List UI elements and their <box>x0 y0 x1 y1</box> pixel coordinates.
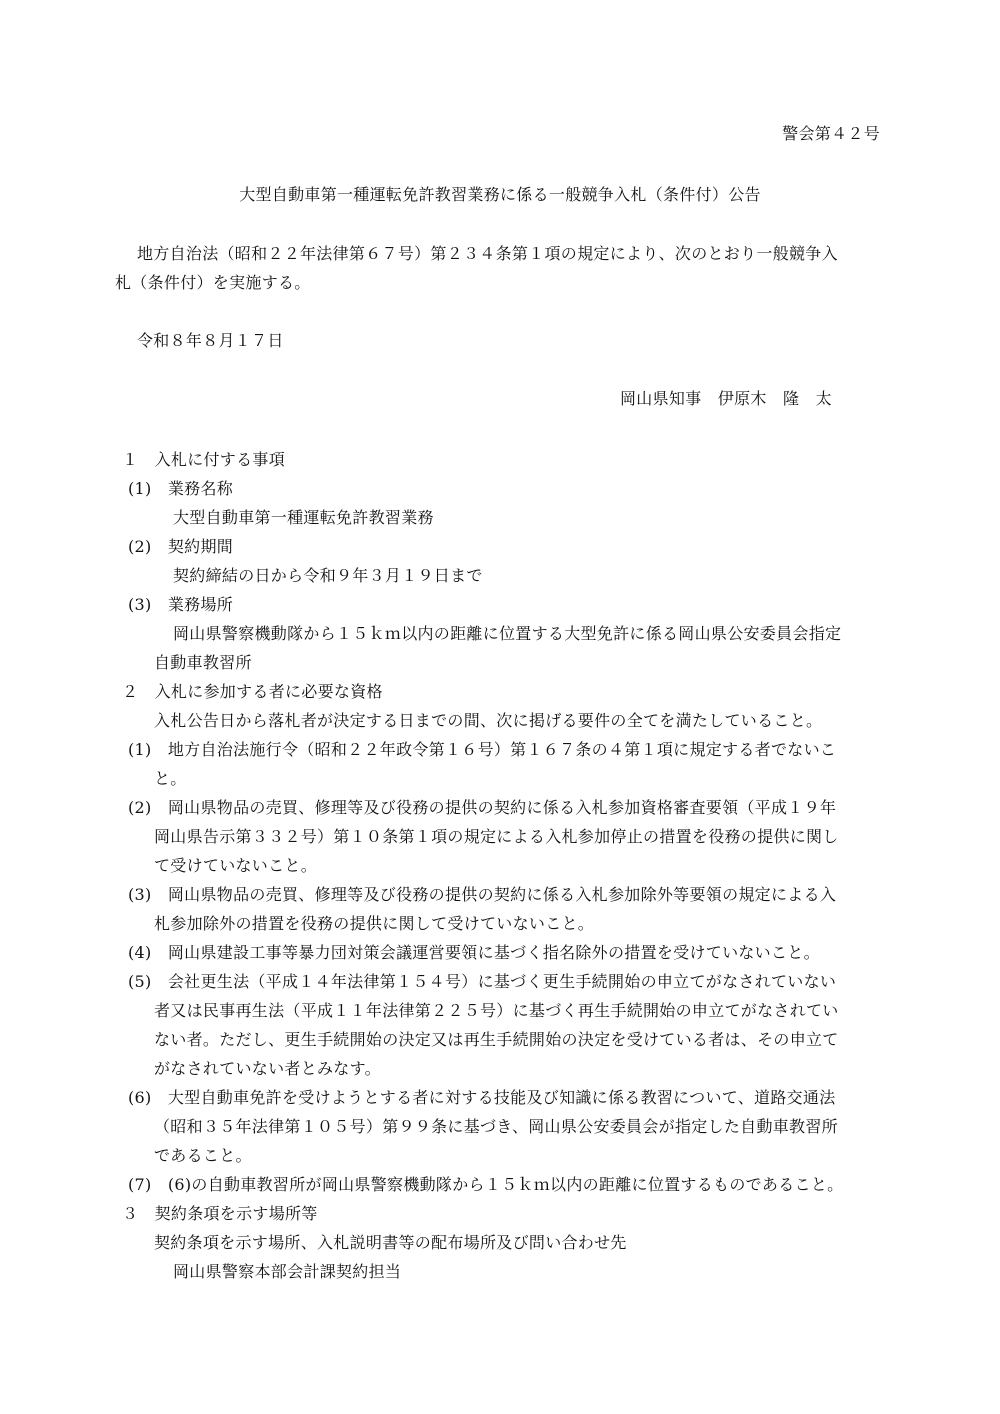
section-2-item-2-line-2: 岡山県告示第３３２号）第１０条第１項の規定による入札参加停止の措置を役務の提供に関し <box>154 827 839 846</box>
section-1-item-2-label: (2) 契約期間 <box>128 537 234 556</box>
section-1-item-1-text: 大型自動車第一種運転免許教習業務 <box>173 508 434 527</box>
section-3-line-1: 契約条項を示す場所、入札説明書等の配布場所及び問い合わせ先 <box>154 1233 627 1252</box>
section-2-item-6-line-3: であること。 <box>154 1146 252 1165</box>
section-3-line-2: 岡山県警察本部会計課契約担当 <box>173 1262 402 1281</box>
section-2-item-5-line-4: がなされていない者とみなす。 <box>154 1059 381 1078</box>
notice-date: 令和８年８月１７日 <box>137 331 284 350</box>
section-1-item-3-line-2: 自動車教習所 <box>154 653 252 672</box>
section-2-intro: 入札公告日から落札者が決定する日までの間、次に掲げる要件の全てを満たしていること。 <box>154 711 823 730</box>
section-2-heading: ２ 入札に参加する者に必要な資格 <box>122 682 383 701</box>
section-2-item-6-line-2: （昭和３５年法律第１０５号）第９９条に基づき、岡山県公安委員会が指定した自動車教習所 <box>154 1117 838 1136</box>
section-2-item-5-line-3: ない者。ただし、更生手続開始の決定又は再生手続開始の決定を受けている者は、その申立て <box>154 1030 839 1049</box>
intro-line-1: 地方自治法（昭和２２年法律第６７号）第２３４条第１項の規定により、次のとおり一般競争入 <box>137 244 838 263</box>
section-3-heading: ３ 契約条項を示す場所等 <box>122 1204 318 1223</box>
section-1-item-2-text: 契約締結の日から令和９年３月１９日まで <box>173 566 483 585</box>
section-1-item-1-label: (1) 業務名称 <box>128 479 234 498</box>
section-2-item-3-line-2: 札参加除外の措置を役務の提供に関して受けていないこと。 <box>154 914 595 933</box>
signature: 岡山県知事 伊原木 隆 太 <box>620 389 832 408</box>
section-1-item-3-line-1: 岡山県警察機動隊から１５ｋｍ以内の距離に位置する大型免許に係る岡山県公安委員会指定 <box>173 624 842 643</box>
section-2-item-2-line-3: て受けていないこと。 <box>154 856 318 875</box>
section-2-item-5-line-1: (5) 会社更生法（平成１４年法律第１５４号）に基づく更生手続開始の申立てがなされていない <box>128 972 837 991</box>
section-1-heading: １ 入札に付する事項 <box>122 450 286 469</box>
section-2-item-1-line-1: (1) 地方自治法施行令（昭和２２年政令第１６号）第１６７条の４第１項に規定する者でないこ <box>128 740 837 759</box>
section-2-item-7-line-1: (7) (6)の自動車教習所が岡山県警察機動隊から１５ｋｍ以内の距離に位置するものであること。 <box>128 1175 844 1194</box>
section-2-item-1-line-2: と。 <box>154 769 187 788</box>
notice-number: 警会第４２号 <box>782 124 880 143</box>
section-1-item-3-label: (3) 業務場所 <box>128 595 234 614</box>
section-2-item-6-line-1: (6) 大型自動車免許を受けようとする者に対する技能及び知識に係る教習について、道路交通法 <box>128 1088 836 1107</box>
notice-title: 大型自動車第一種運転免許教習業務に係る一般競争入札（条件付）公告 <box>239 185 761 204</box>
section-2-item-5-line-2: 者又は民事再生法（平成１１年法律第２２５号）に基づく再生手続開始の申立てがなされてい <box>154 1001 839 1020</box>
intro-line-2: 札（条件付）を実施する。 <box>115 273 311 292</box>
section-2-item-2-line-1: (2) 岡山県物品の売買、修理等及び役務の提供の契約に係る入札参加資格審査要領（平成１９年 <box>128 798 837 817</box>
section-2-item-3-line-1: (3) 岡山県物品の売買、修理等及び役務の提供の契約に係る入札参加除外等要領の規定による入 <box>128 885 837 904</box>
section-2-item-4-line-1: (4) 岡山県建設工事等暴力団対策会議運営要領に基づく指名除外の措置を受けていないこと。 <box>128 943 820 962</box>
